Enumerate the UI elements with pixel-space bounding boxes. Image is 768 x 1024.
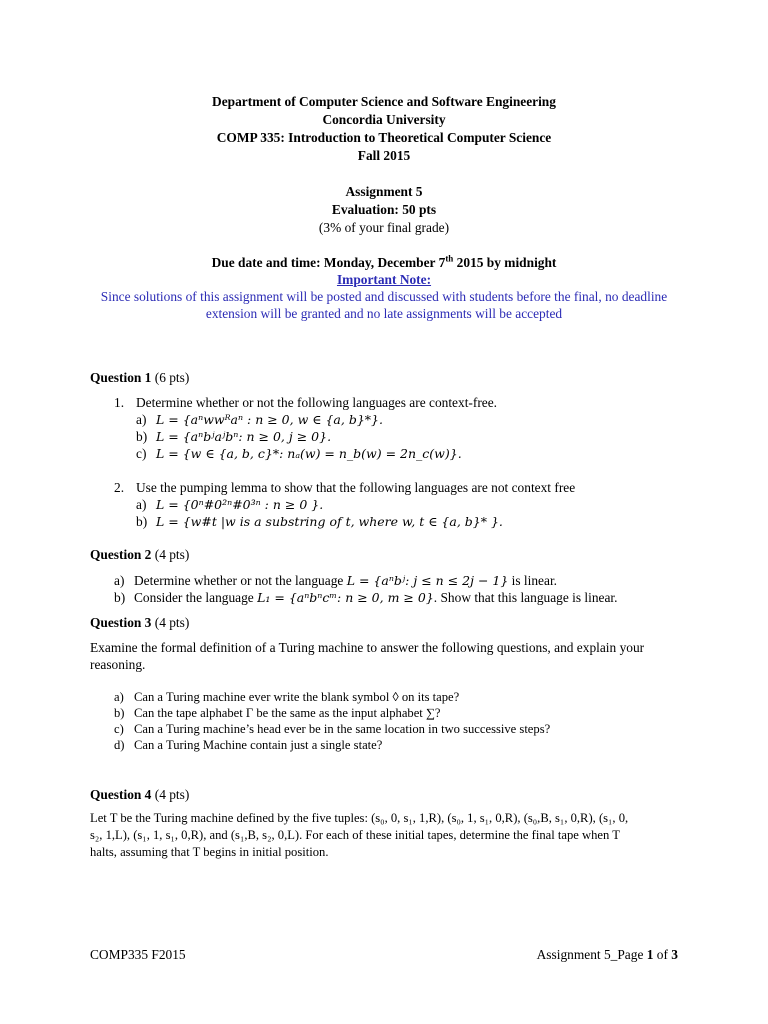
- q2-a-tail: is linear.: [508, 573, 558, 588]
- q4-line-2: s₂, 1,L), (s₁, 1, s₁, 0,R), and (s₁,B, s₂, 0,L). For each of these initial tapes, determine the final tape when T: [90, 828, 620, 842]
- q1-item-2: 2. Use the pumping lemma to show that the following languages are not context free: [114, 480, 576, 495]
- footer-page-prefix: Assignment 5_Page: [536, 947, 647, 962]
- q1-item-2b: b) L = {w#t |w is a substring of t, where w, t ∈ {a, b}* }.: [136, 514, 503, 529]
- q1-item-1: 1. Determine whether or not the following languages are context-free.: [114, 395, 498, 410]
- q1-item-1b-math: L = {aⁿbʲaʲbⁿ: n ≥ 0, j ≥ 0}.: [156, 429, 332, 444]
- q2-item-a: a) Determine whether or not the language L = {aⁿbʲ: j ≤ n ≤ 2j − 1} is linear.: [114, 573, 558, 588]
- q3-c-text: Can a Turing machine’s head ever be in the same location in two successive steps?: [134, 722, 551, 736]
- question-2-points: (4 pts): [151, 547, 190, 562]
- q1-item-1c: c) L = {w ∈ {a, b, c}*: nₐ(w) = n_b(w) = 2n_c(w)}.: [136, 446, 462, 461]
- q4-line-3: halts, assuming that T begins in initial position.: [90, 845, 329, 859]
- q1-item-1a-math: L = {aⁿwwᴿaⁿ : n ≥ 0, w ∈ {a, b}*}.: [156, 412, 383, 427]
- question-4-points: (4 pts): [151, 787, 190, 802]
- footer-page-total: 3: [671, 947, 678, 962]
- q3-a-text: Can a Turing machine ever write the blank symbol ◊ on its tape?: [134, 690, 460, 704]
- due-sup: th: [445, 253, 454, 264]
- question-4-title: Question 4: [90, 787, 152, 802]
- important-note-title: Important Note:: [336, 272, 432, 287]
- q3-item-c: c) Can a Turing machine’s head ever be in the same location in two successive steps?: [114, 722, 551, 736]
- q1-item-2a-math: L = {0ⁿ#0²ⁿ#0³ⁿ : n ≥ 0 }.: [156, 497, 324, 512]
- q3-intro-line-1: Examine the formal definition of a Turing machine to answer the following questions, and explain your: [90, 640, 645, 655]
- question-2-title: Question 2: [90, 547, 152, 562]
- evaluation-line: Evaluation: 50 pts: [331, 202, 437, 217]
- footer-course: COMP335 F2015: [90, 947, 186, 962]
- q1-item-2a: a) L = {0ⁿ#0²ⁿ#0³ⁿ : n ≥ 0 }.: [136, 497, 324, 512]
- q2-item-b: b) Consider the language L₁ = {aⁿbⁿcᵐ: n ≥ 0, m ≥ 0}. Show that this language is linear.: [114, 590, 618, 605]
- weight-line: (3% of your final grade): [318, 220, 450, 235]
- q2-a-math: L = {aⁿbʲ: j ≤ n ≤ 2j − 1}: [346, 573, 509, 588]
- question-1-heading: [90, 369, 690, 387]
- q3-item-b: b) Can the tape alphabet Γ be the same as the input alphabet ∑?: [114, 706, 441, 720]
- q2-a-text: Determine whether or not the language: [134, 573, 347, 588]
- question-3-title: Question 3: [90, 615, 152, 630]
- q1-item-1c-math: L = {w ∈ {a, b, c}*: nₐ(w) = n_b(w) = 2n_c(w)}.: [156, 446, 462, 461]
- q1-item-1a: a) L = {aⁿwwᴿaⁿ : n ≥ 0, w ∈ {a, b}*}.: [136, 412, 383, 427]
- department-title: Department of Computer Science and Software Engineering: [212, 94, 556, 109]
- q1-item-2b-math: L = {w#t |w is a substring of t, where w, t ∈ {a, b}* }.: [156, 514, 503, 529]
- q1-item-1b: b) L = {aⁿbʲaʲbⁿ: n ≥ 0, j ≥ 0}.: [136, 429, 332, 444]
- q4-line-1: Let T be the Turing machine defined by the five tuples: (s₀, 0, s₁, 1,R), (s₀, 1, s₁, 0,R), (s₀,B, s₁, 0,R), (s₁, 0,: [90, 811, 629, 825]
- q3-item-a: a) Can a Turing machine ever write the blank symbol ◊ on its tape?: [114, 690, 460, 704]
- question-1-points: (6 pts): [151, 370, 190, 385]
- note-line-2: extension will be granted and no late assignments will be accepted: [205, 306, 563, 321]
- due-suffix: 2015 by midnight: [453, 255, 557, 270]
- q3-d-text: Can a Turing Machine contain just a single state?: [134, 738, 383, 752]
- footer-page-indicator: [537, 946, 678, 964]
- q1-item-2-text: Use the pumping lemma to show that the following languages are not context free: [136, 480, 576, 495]
- question-3-points: (4 pts): [151, 615, 190, 630]
- footer-page-of: of: [653, 947, 672, 962]
- q1-item-1-text: Determine whether or not the following languages are context-free.: [136, 395, 498, 410]
- q2-b-tail: . Show that this language is linear.: [433, 590, 618, 605]
- q3-item-d: d) Can a Turing Machine contain just a single state?: [114, 738, 383, 752]
- due-prefix: Due date and time: Monday, December 7: [211, 255, 446, 270]
- question-2-heading: [90, 546, 690, 564]
- course-title: COMP 335: Introduction to Theoretical Computer Science: [216, 130, 552, 145]
- q2-b-math: L₁ = {aⁿbⁿcᵐ: n ≥ 0, m ≥ 0}: [257, 590, 434, 605]
- q3-b-text: Can the tape alphabet Γ be the same as the input alphabet ∑?: [134, 706, 441, 720]
- q3-intro-line-2: reasoning.: [90, 657, 146, 672]
- note-line-1: Since solutions of this assignment will be posted and discussed with students before the final, no deadline: [100, 289, 668, 304]
- footer-page-number: 1: [646, 947, 654, 962]
- university-title: Concordia University: [322, 112, 446, 127]
- question-4-heading: [90, 786, 690, 804]
- due-date-line: [0, 254, 768, 272]
- assignment-title: Assignment 5: [345, 184, 423, 199]
- question-1-title: Question 1: [90, 370, 152, 385]
- term-title: Fall 2015: [357, 148, 411, 163]
- question-3-heading: [90, 614, 690, 632]
- q2-b-text: Consider the language: [134, 590, 258, 605]
